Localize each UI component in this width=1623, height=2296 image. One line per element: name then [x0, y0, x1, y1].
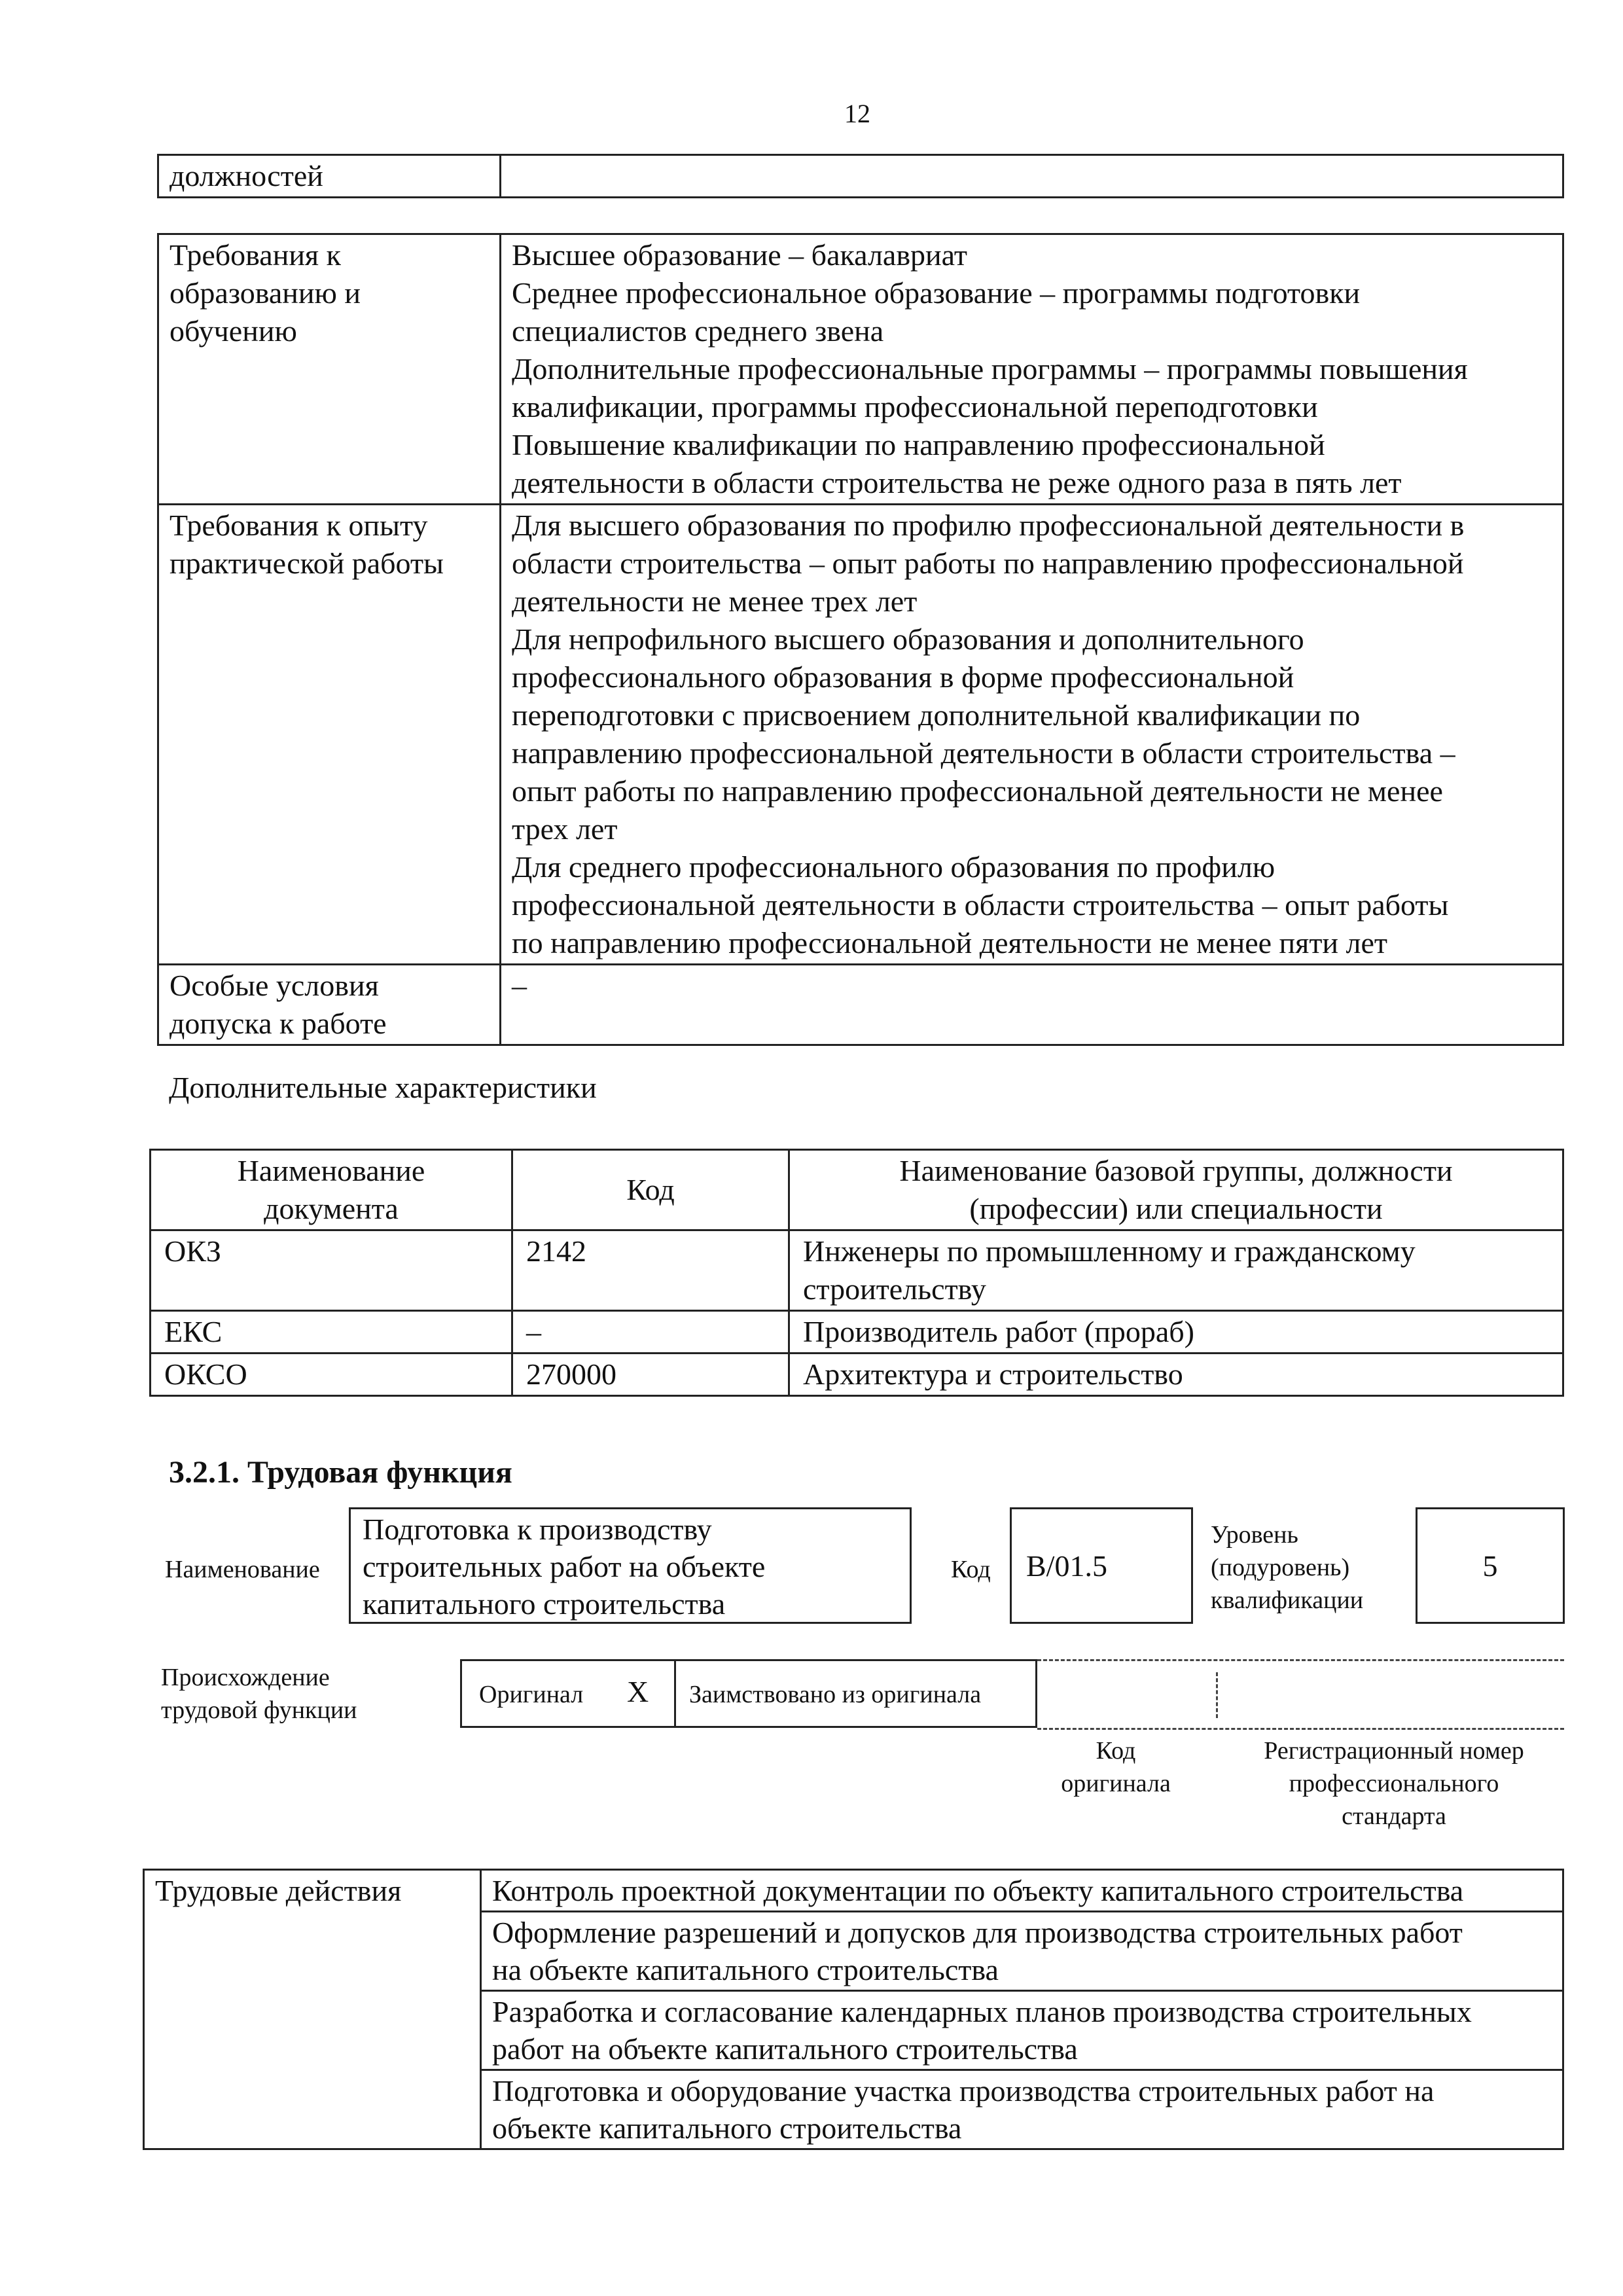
labor-action-item: Оформление разрешений и допусков для производства строительных работ на объекте капитального строительства: [481, 1912, 1563, 1991]
page-number: 12: [844, 99, 870, 128]
cell-code: –: [512, 1311, 789, 1354]
table-row: [158, 505, 1563, 965]
labor-function-title: 3.2.1. Трудовая функция: [169, 1455, 512, 1490]
labor-action-item: Разработка и согласование календарных планов производства строительных работ на объекте капитального строительства: [481, 1991, 1563, 2070]
function-name-label: Наименование: [165, 1556, 320, 1583]
table-row: [144, 1870, 1563, 1912]
special-conditions-label: Особые условия допуска к работе: [158, 965, 501, 1045]
positions-value: [501, 155, 1563, 198]
requirements-table: [157, 233, 1564, 1046]
labor-actions-table: [143, 1869, 1564, 2150]
function-origin-label: Происхождение трудовой функции: [161, 1664, 357, 1724]
characteristics-table: [149, 1149, 1564, 1397]
table-header-row: [151, 1150, 1563, 1230]
additional-characteristics-title: Дополнительные характеристики: [169, 1071, 597, 1104]
cell-name: Инженеры по промышленному и гражданскому строительству: [789, 1230, 1563, 1311]
experience-requirements-value: Для высшего образования по профилю профессиональной деятельности в области строительства – опыт работы по направлению профессиональной деятельности не менее трех лет Для непрофильного высшего образования и дополнительного профессионального образования в форме профессиональной переподготовки с присвоением дополнительной квалификации по направлению профессиональной деятельности в области строительства – опыт работы по направлению профессиональной деятельности не менее трех лет Для среднего профессионального образования по профилю профессиональной деятельности в области строительства – опыт работы по направлению профессиональной деятельности не менее пяти лет: [501, 505, 1563, 965]
column-header-document: Наименование документа: [151, 1150, 512, 1230]
positions-label: должностей: [158, 155, 501, 198]
borrowed-label: Заимствовано из оригинала: [689, 1681, 982, 1708]
column-header-name: Наименование базовой группы, должности (профессии) или специальности: [789, 1150, 1563, 1230]
origin-dashed-top: [1037, 1659, 1564, 1661]
cell-name: Производитель работ (прораб): [789, 1311, 1563, 1354]
table-row: [158, 234, 1563, 505]
qualification-level-label: Уровень (подуровень) квалификации: [1211, 1521, 1364, 1614]
original-code-caption: Код оригинала: [1061, 1737, 1171, 1797]
table-row: [151, 1230, 1563, 1311]
education-requirements-value: Высшее образование – бакалавриат Среднее профессиональное образование – программы подготовки специалистов среднего звена Дополнительные профессиональные программы – программы повышения квалификации, программы профессиональной переподготовки Повышение квалификации по направлению профессиональной деятельности в области строительства не реже одного раза в пять лет: [501, 234, 1563, 505]
table-row: [151, 1311, 1563, 1354]
function-name-box: Подготовка к производству строительных работ на объекте капитального строительства: [349, 1507, 912, 1624]
special-conditions-value: –: [501, 965, 1563, 1045]
function-code-box: B/01.5: [1010, 1507, 1193, 1624]
original-cell: [460, 1659, 674, 1728]
qualification-level-box: 5: [1416, 1507, 1565, 1624]
table-row: [158, 965, 1563, 1045]
labor-actions-label: Трудовые действия: [144, 1870, 481, 2149]
cell-document: ОКСО: [151, 1354, 512, 1396]
cell-code: 2142: [512, 1230, 789, 1311]
cell-code: 270000: [512, 1354, 789, 1396]
original-mark: X: [627, 1675, 649, 1708]
original-label: Оригинал: [479, 1681, 584, 1708]
experience-requirements-label: Требования к опыту практической работы: [158, 505, 501, 965]
origin-dashed-divider: [1216, 1672, 1218, 1718]
origin-dashed-bottom: [1037, 1728, 1564, 1730]
labor-action-item: Подготовка и оборудование участка производства строительных работ на объекте капитального строительства: [481, 2070, 1563, 2149]
table-row: [151, 1354, 1563, 1396]
column-header-code: Код: [512, 1150, 789, 1230]
function-code-label: Код: [951, 1556, 991, 1583]
positions-table-fragment: [157, 154, 1564, 198]
cell-document: ОКЗ: [151, 1230, 512, 1311]
cell-document: ЕКС: [151, 1311, 512, 1354]
registration-number-caption: Регистрационный номер профессионального стандарта: [1264, 1737, 1524, 1830]
labor-action-item: Контроль проектной документации по объекту капитального строительства: [481, 1870, 1563, 1912]
education-requirements-label: Требования к образованию и обучению: [158, 234, 501, 505]
cell-name: Архитектура и строительство: [789, 1354, 1563, 1396]
borrowed-cell: [674, 1659, 1037, 1728]
